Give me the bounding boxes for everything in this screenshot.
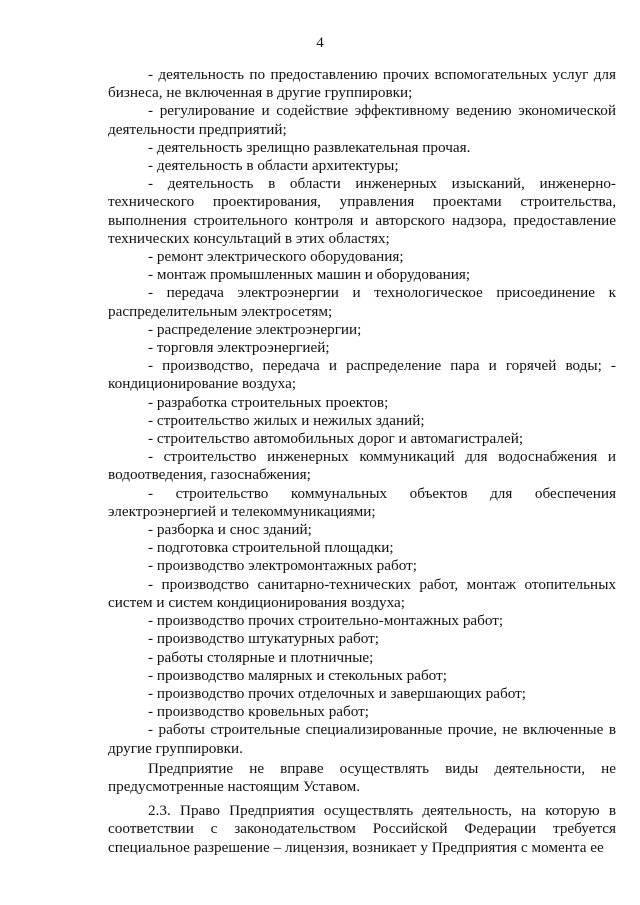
activity-item: - производство, передача и распределение пара и горячей воды; - кондиционирование воздуха;	[108, 357, 616, 393]
activity-item: - торговля электроэнергией;	[148, 339, 330, 357]
activity-item: - работы столярные и плотничные;	[148, 648, 374, 666]
activity-item: - производство прочих отделочных и завершающих работ;	[148, 684, 526, 702]
activity-item: - подготовка строительной площадки;	[148, 539, 394, 557]
activity-item: - производство электромонтажных работ;	[148, 557, 417, 575]
activity-item: - производство малярных и стекольных работ;	[148, 666, 447, 684]
section-2-3-paragraph: 2.3. Право Предприятия осуществлять деятельность, на которую в соответствии с законодательством Российской Федерации требуется специальное разрешение – лицензия, возникает у Предприятия с момента ее	[108, 802, 616, 856]
activity-item: - производство кровельных работ;	[148, 703, 370, 721]
activity-item: - деятельность в области архитектуры;	[148, 157, 399, 175]
activity-item: - разборка и снос зданий;	[148, 521, 312, 539]
activity-item: - распределение электроэнергии;	[148, 320, 362, 338]
activity-item: - регулирование и содействие эффективному ведению экономической деятельности предприятий;	[108, 102, 616, 138]
activity-item: - монтаж промышленных машин и оборудования;	[148, 266, 471, 284]
activity-item: - производство санитарно-технических работ, монтаж отопительных систем и систем кондиционирования воздуха;	[108, 575, 616, 611]
activity-item: - деятельность зрелищно развлекательная прочая.	[148, 138, 471, 156]
activity-item: - передача электроэнергии и технологическое присоединение к распределительным электросетям;	[108, 284, 616, 320]
activity-item: - разработка строительных проектов;	[148, 393, 389, 411]
page-number: 4	[316, 35, 324, 51]
activity-item: - строительство автомобильных дорог и автомагистралей;	[148, 430, 524, 448]
document-body	[108, 66, 616, 857]
activity-item: - деятельность в области инженерных изысканий, инженерно-технического проектирования, управления проектами строительства, выполнения строительного контроля и авторского надзора, предоставление технических консультаций в этих областях;	[108, 175, 616, 247]
activity-item: - работы строительные специализированные прочие, не включенные в другие группировки.	[108, 721, 616, 757]
activity-item: - строительство жилых и нежилых зданий;	[148, 411, 425, 429]
activity-item: - производство штукатурных работ;	[148, 630, 379, 648]
activity-item: - деятельность по предоставлению прочих вспомогательных услуг для бизнеса, не включенная в другие группировки;	[108, 66, 616, 102]
activity-item: - ремонт электрического оборудования;	[148, 248, 404, 266]
activity-item: - производство прочих строительно-монтажных работ;	[148, 612, 504, 630]
activity-item: - строительство коммунальных объектов для обеспечения электроэнергией и телекоммуникациями;	[108, 484, 616, 520]
activity-item: - строительство инженерных коммуникаций для водоснабжения и водоотведения, газоснабжения;	[108, 448, 616, 484]
restriction-paragraph: Предприятие не вправе осуществлять виды деятельности, не предусмотренные настоящим Уставом.	[108, 759, 616, 795]
